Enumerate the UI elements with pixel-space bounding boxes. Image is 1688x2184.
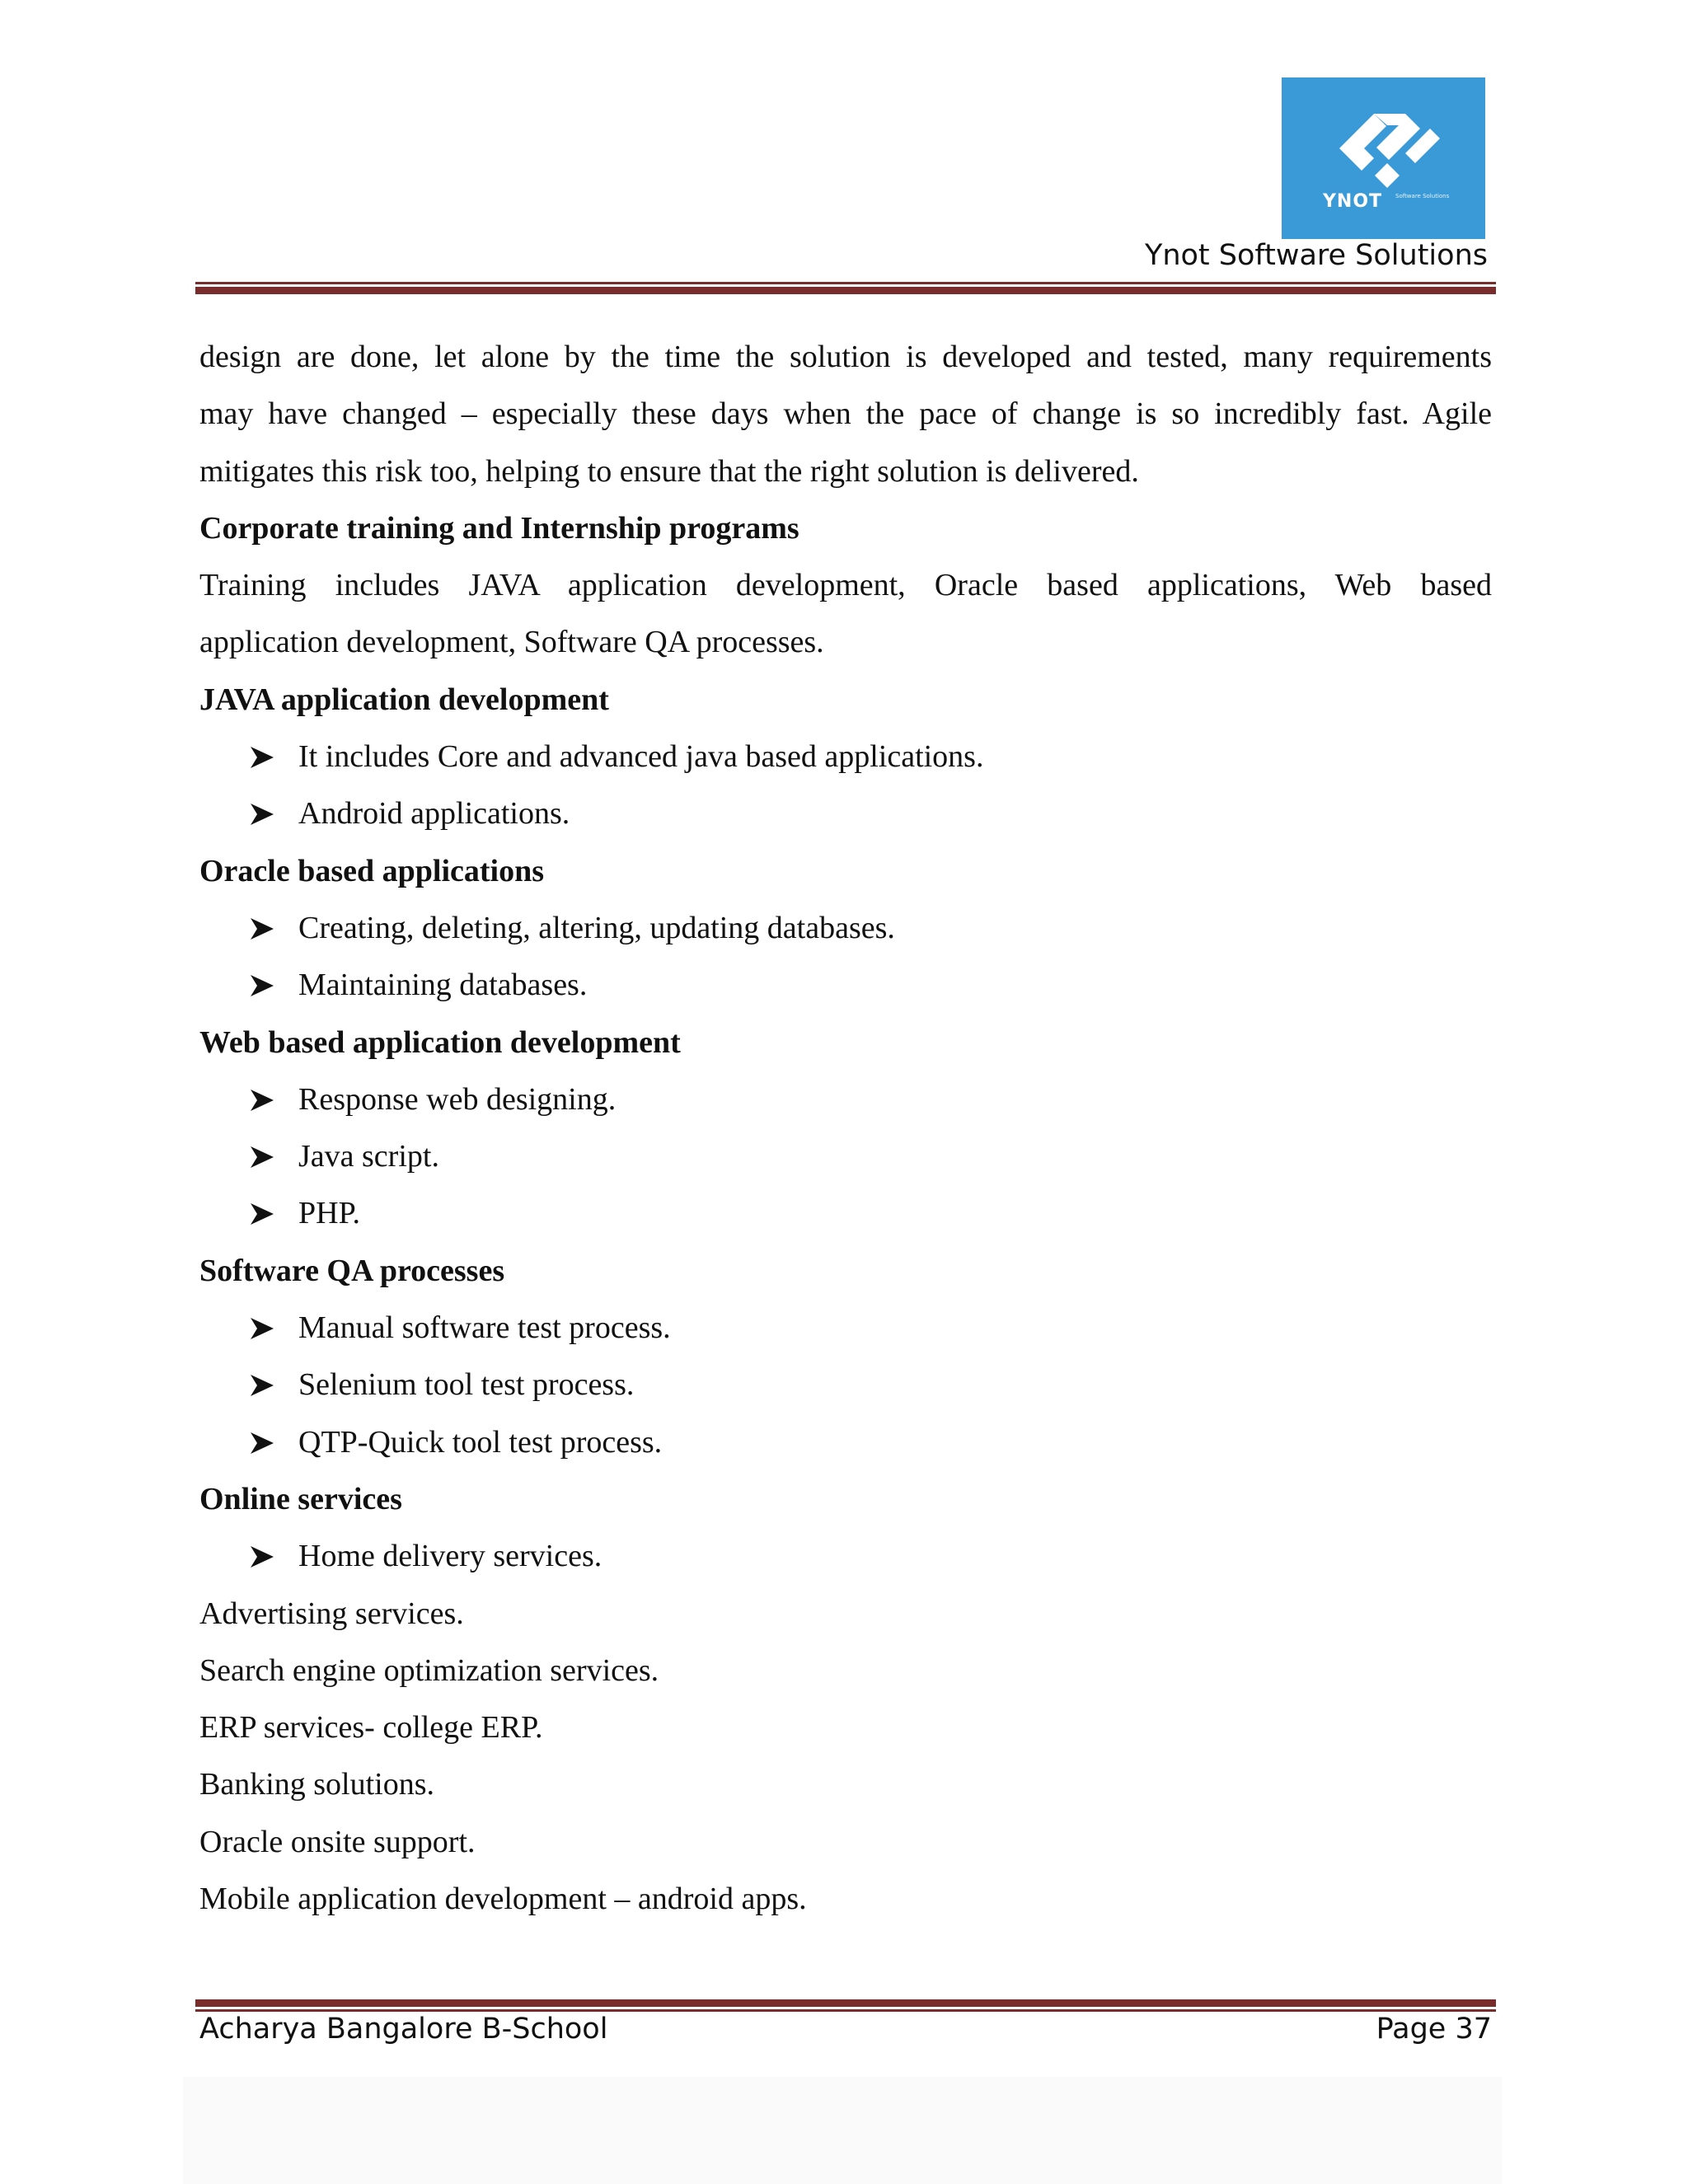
corporate-training-heading: Corporate training and Internship programs xyxy=(199,510,799,546)
web-heading: Web based application development xyxy=(199,1024,681,1060)
service-line: Oracle onsite support. xyxy=(199,1824,476,1859)
list-item xyxy=(199,1300,1492,1357)
arrow-bullet-icon xyxy=(251,1300,275,1357)
list-item xyxy=(199,785,1492,842)
page-bottom-shade xyxy=(183,2077,1502,2184)
qa-list xyxy=(199,1300,1492,1471)
list-item xyxy=(199,1071,1492,1128)
list-item-text: Maintaining databases. xyxy=(298,968,588,1003)
header-divider xyxy=(195,282,1496,294)
document-body xyxy=(199,329,1492,1928)
training-line: application development, Software QA processes. xyxy=(199,625,824,660)
company-logo xyxy=(1282,77,1485,239)
arrow-bullet-icon xyxy=(251,1357,275,1413)
list-item-text: Response web designing. xyxy=(298,1081,617,1117)
list-item xyxy=(199,1528,1492,1585)
list-item-text: It includes Core and advanced java based applications. xyxy=(298,739,984,775)
footer-school-name: Acharya Bangalore B-School xyxy=(199,2013,608,2046)
arrow-bullet-icon xyxy=(251,1528,275,1585)
page-number: Page 37 xyxy=(1376,2013,1492,2046)
list-item-text: Manual software test process. xyxy=(298,1310,671,1346)
arrow-bullet-icon xyxy=(251,900,275,957)
logo-mark-icon xyxy=(1282,77,1485,239)
list-item-text: Home delivery services. xyxy=(298,1539,603,1574)
list-item xyxy=(199,1357,1492,1413)
online-services-heading: Online services xyxy=(199,1481,402,1516)
service-line: Mobile application development – android apps. xyxy=(199,1882,807,1917)
footer-divider xyxy=(195,1999,1496,2012)
list-item-text: PHP. xyxy=(298,1196,360,1231)
list-item xyxy=(199,729,1492,785)
list-item xyxy=(199,1128,1492,1185)
online-list xyxy=(199,1528,1492,1585)
logo-subtext: Software Solutions xyxy=(1395,193,1450,199)
arrow-bullet-icon xyxy=(251,1185,275,1242)
training-line: Training includes JAVA application development, Oracle based applications, Web based xyxy=(199,568,1492,603)
java-heading: JAVA application development xyxy=(199,682,609,717)
list-item xyxy=(199,1414,1492,1471)
list-item-text: Selenium tool test process. xyxy=(298,1367,635,1403)
list-item-text: Creating, deleting, altering, updating databases. xyxy=(298,910,895,945)
service-line: Search engine optimization services. xyxy=(199,1652,659,1688)
arrow-bullet-icon xyxy=(251,1414,275,1471)
oracle-list xyxy=(199,900,1492,1015)
intro-line: may have changed – especially these days when the pace of change is so incredibly fast. Agile xyxy=(199,396,1492,432)
qa-heading: Software QA processes xyxy=(199,1253,505,1288)
service-line: Banking solutions. xyxy=(199,1767,435,1802)
web-list xyxy=(199,1071,1492,1243)
service-line: ERP services- college ERP. xyxy=(199,1710,543,1746)
header-title: Ynot Software Solutions xyxy=(1144,239,1488,272)
intro-line: design are done, let alone by the time the solution is developed and tested, many requirements xyxy=(199,340,1492,374)
service-line: Advertising services. xyxy=(199,1596,464,1631)
logo-text: YNOT xyxy=(1323,191,1383,212)
list-item xyxy=(199,900,1492,957)
oracle-heading: Oracle based applications xyxy=(199,853,545,888)
arrow-bullet-icon xyxy=(251,1128,275,1185)
java-list xyxy=(199,729,1492,843)
arrow-bullet-icon xyxy=(251,785,275,842)
list-item-text: Java script. xyxy=(298,1139,439,1174)
list-item-text: Android applications. xyxy=(298,796,570,832)
arrow-bullet-icon xyxy=(251,729,275,785)
list-item xyxy=(199,957,1492,1014)
arrow-bullet-icon xyxy=(251,957,275,1014)
intro-line: mitigates this risk too, helping to ensure that the right solution is delivered. xyxy=(199,453,1139,489)
list-item-text: QTP-Quick tool test process. xyxy=(298,1424,663,1460)
arrow-bullet-icon xyxy=(251,1071,275,1128)
list-item xyxy=(199,1185,1492,1242)
